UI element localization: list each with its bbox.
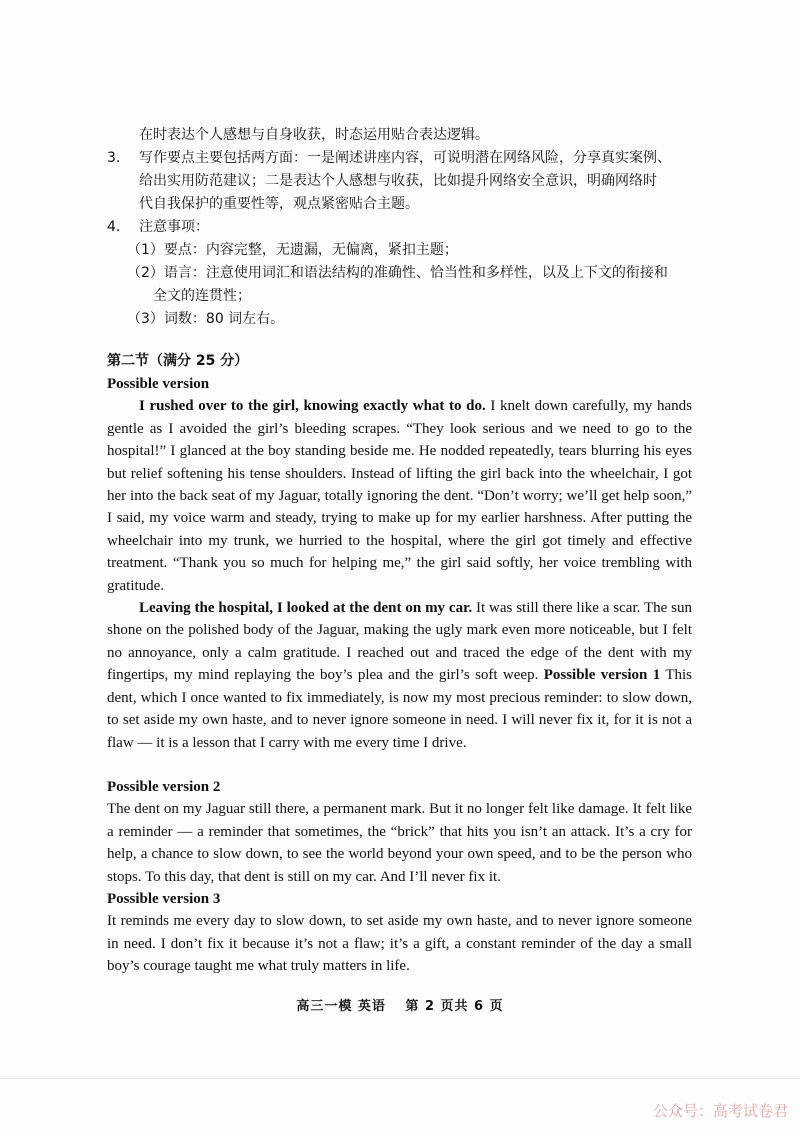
version-1-text: This dent, which I once wanted to fix immediately, is now my most precious reminder: to slow down, to set aside my own haste, and to never ignore someone in need. I will never fix it, for it is not a flaw — it is a lesson that I carry with me every time I drive. xyxy=(107,667,692,751)
version-2-text: The dent on my Jaguar still there, a permanent mark. But it no longer felt like damage. It felt like a reminder — a reminder that sometimes, the “brick” that hits you isn’t an attack. It’s a cry for help, a chance to slow down, to see the world beyond your own speed, and to be the person who stops. To this day, that dent is still on my car. And I’ll never fix it. xyxy=(107,801,692,885)
note-item-continued: 全文的连贯性； xyxy=(153,288,251,304)
page-footer: 高三一模 英语 第 2 页共 6 页 xyxy=(296,999,504,1014)
item3-line: 给出实用防范建议；二是表达个人感想与收获，比如提升网络安全意识，明确网络时 xyxy=(139,173,657,189)
item-number: 3. xyxy=(107,150,121,166)
paragraph-1 xyxy=(107,395,692,597)
paragraph-1-opening: I rushed over to the girl, knowing exactly what to do. xyxy=(139,398,486,415)
section-two xyxy=(107,350,692,978)
requirement-item-4 xyxy=(107,216,692,239)
item4-title: 注意事项： xyxy=(139,219,209,235)
paragraph-1-body: I knelt down carefully, my hands gentle as I avoided the girl’s bleeding scrapes. “They look serious and we need to go to the hospital!” I glanced at the boy standing beside me. He nodded repeatedly, tears blurring his eyes but relief softening his tense shoulders. Instead of lifting the girl back into the wheelchair, I got her into the back seat of my Jaguar, totally ignoring the dent. “Don’t worry; we’ll get help soon,” I said, my voice warm and steady, trying to make up for my earlier harshness. After putting the wheelchair into my trunk, we hurried to the hospital, where the girl got timely and effective treatment. “Thank you so much for helping me,” the girl said softly, her voice trembling with gratitude. xyxy=(107,398,692,594)
section-heading: 第二节（满分 25 分） xyxy=(107,353,249,369)
version-3-text: It reminds me every day to slow down, to set aside my own haste, and to never ignore someone in need. I don’t fix it because it’s not a flaw; it’s a gift, a constant reminder of the day a small boy’s courage taught me what truly matters in life. xyxy=(107,913,692,975)
note-item: （3）词数：80 词左右。 xyxy=(127,311,285,327)
version-3-label: Possible version 3 xyxy=(107,890,221,907)
requirement-item-3 xyxy=(107,147,692,216)
watermark: 公众号：高考试卷君 xyxy=(652,1102,788,1120)
writing-requirements xyxy=(107,124,692,331)
paragraph-2 xyxy=(107,597,692,754)
item-number: 4. xyxy=(107,219,121,235)
paragraph-2-opening: Leaving the hospital, I looked at the dent on my car. xyxy=(139,600,473,617)
version-label: Possible version xyxy=(107,376,210,392)
continued-line: 在时表达个人感想与自身收获，时态运用贴合表达逻辑。 xyxy=(139,127,489,143)
note-item: （2）语言：注意使用词汇和语法结构的准确性、恰当性和多样性，以及上下文的衔接和 xyxy=(127,265,668,281)
divider xyxy=(0,1078,800,1079)
item3-line: 代自我保护的重要性等，观点紧密贴合主题。 xyxy=(139,196,419,212)
paragraph-2-body: It was still there like a scar. The sun shone on the polished body of the Jaguar, making the ugly mark even more noticeable, but I felt no annoyance, only a calm gratitude. I reached out and traced the edge of the dent with my fingertips, my mind replaying the boy’s plea and the girl’s soft weep. xyxy=(107,600,692,684)
item3-line: 写作要点主要包括两方面：一是阐述讲座内容，可说明潜在网络风险，分享真实案例、 xyxy=(139,150,671,166)
version-1-label: Possible version 1 xyxy=(543,667,661,684)
note-item: （1）要点：内容完整，无遗漏，无偏离，紧扣主题； xyxy=(127,242,458,258)
version-2-label: Possible version 2 xyxy=(107,778,221,795)
